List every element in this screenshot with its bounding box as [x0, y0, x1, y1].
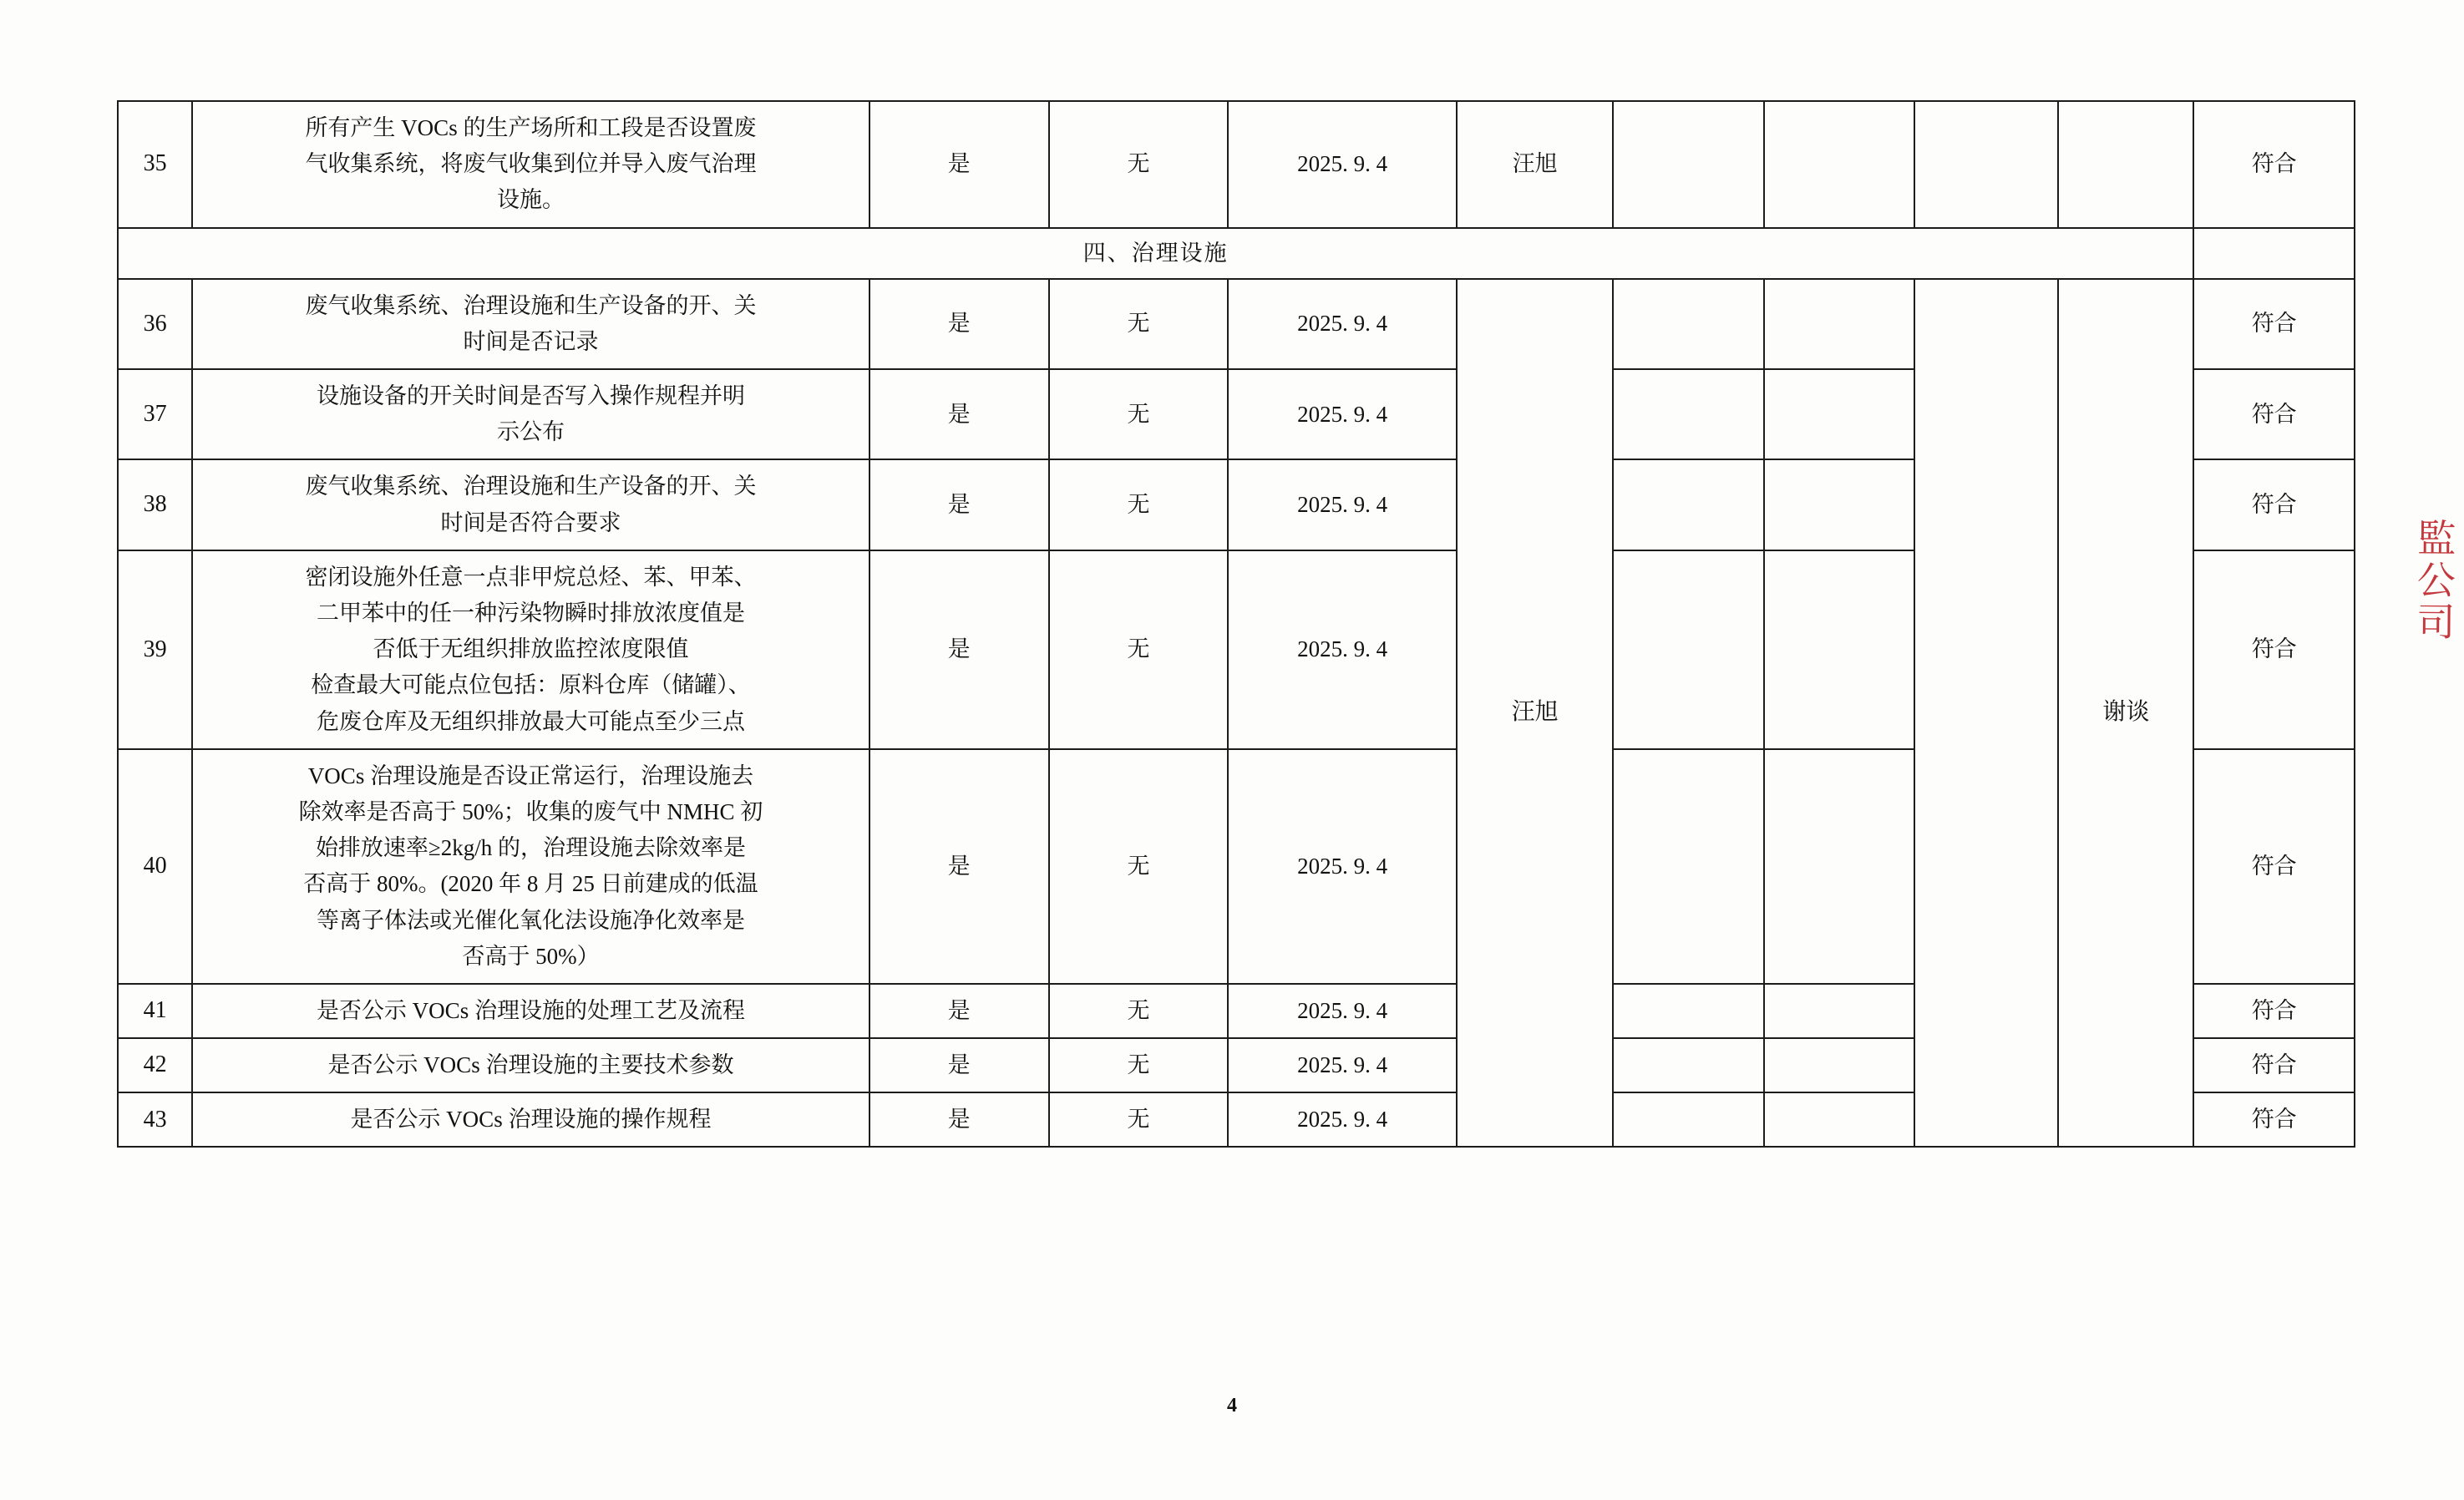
row-description [192, 279, 869, 369]
row-yes: 是 [869, 1092, 1049, 1147]
row-date: 2025. 9. 4 [1228, 459, 1457, 550]
section-heading-row [118, 228, 2355, 279]
row-description [192, 1092, 869, 1147]
row-blank-e [1613, 984, 1763, 1038]
row-date: 2025. 9. 4 [1228, 279, 1457, 369]
row-result: 符合 [2193, 279, 2355, 369]
row-yes: 是 [869, 279, 1049, 369]
row-index: 35 [118, 101, 192, 228]
row-index: 36 [118, 279, 192, 369]
row-description [192, 369, 869, 459]
table-row [118, 279, 2355, 369]
row-blank-f [1764, 279, 1914, 369]
row-blank-e [1613, 1038, 1763, 1092]
row-description [192, 749, 869, 984]
row-description [192, 101, 869, 228]
row-yes: 是 [869, 550, 1049, 749]
row-blank-f [1764, 749, 1914, 984]
row-no: 无 [1049, 459, 1229, 550]
desc-line: 废气收集系统、治理设施和生产设备的开、关 [305, 474, 757, 499]
section-result-blank [2193, 228, 2355, 279]
table-row [118, 101, 2355, 228]
row-result: 符合 [2193, 1038, 2355, 1092]
desc-line: 检查最大可能点位包括：原料仓库（储罐）、 [311, 672, 751, 698]
row-description [192, 550, 869, 749]
row-description [192, 1038, 869, 1092]
row-blank-g-merged [1914, 279, 2058, 1148]
row-blank-f [1764, 550, 1914, 749]
row-index: 40 [118, 749, 192, 984]
row-description [192, 984, 869, 1038]
row-blank-f [1764, 101, 1914, 228]
row-blank-e [1613, 459, 1763, 550]
red-handwritten-mark: 監公司 [2411, 518, 2456, 644]
row-no: 无 [1049, 279, 1229, 369]
section-heading: 四、治理设施 [118, 228, 2193, 279]
desc-line: 否高于 50%） [462, 943, 600, 969]
desc-line: 设施设备的开关时间是否写入操作规程并明 [316, 383, 745, 409]
row-index: 41 [118, 984, 192, 1038]
desc-line: 废气收集系统、治理设施和生产设备的开、关 [305, 292, 757, 318]
desc-line: 时间是否符合要求 [440, 509, 621, 535]
row-blank-f [1764, 984, 1914, 1038]
desc-line: 示公布 [496, 419, 565, 445]
row-no: 无 [1049, 984, 1229, 1038]
row-result: 符合 [2193, 550, 2355, 749]
row-blank-e [1613, 369, 1763, 459]
desc-line: 密闭设施外任意一点非甲烷总烃、苯、甲苯、 [305, 564, 757, 590]
desc-line: 所有产生 VOCs 的生产场所和工段是否设置废 [305, 115, 757, 140]
row-result: 符合 [2193, 369, 2355, 459]
row-index: 43 [118, 1092, 192, 1147]
page-number: 4 [1227, 1395, 1237, 1416]
row-yes: 是 [869, 101, 1049, 228]
row-blank-e [1613, 101, 1763, 228]
row-no: 无 [1049, 1038, 1229, 1092]
row-no: 无 [1049, 749, 1229, 984]
row-yes: 是 [869, 1038, 1049, 1092]
row-blank-f [1764, 1092, 1914, 1147]
row-index: 39 [118, 550, 192, 749]
desc-line: VOCs 治理设施是否设正常运行，治理设施去 [307, 763, 754, 788]
row-result: 符合 [2193, 101, 2355, 228]
desc-line: 时间是否记录 [463, 328, 599, 354]
row-yes: 是 [869, 369, 1049, 459]
row-date: 2025. 9. 4 [1228, 101, 1457, 228]
row-blank-e [1613, 1092, 1763, 1147]
desc-line: 二甲苯中的任一种污染物瞬时排放浓度值是 [316, 601, 745, 626]
row-blank-e [1613, 550, 1763, 749]
row-yes: 是 [869, 749, 1049, 984]
row-date: 2025. 9. 4 [1228, 749, 1457, 984]
row-yes: 是 [869, 459, 1049, 550]
row-yes: 是 [869, 984, 1049, 1038]
desc-line: 除效率是否高于 50%；收集的废气中 NMHC 初 [298, 798, 763, 824]
row-no: 无 [1049, 550, 1229, 749]
row-result: 符合 [2193, 749, 2355, 984]
desc-line: 否高于 80%。(2020 年 8 月 25 日前建成的低温 [303, 871, 758, 897]
row-date: 2025. 9. 4 [1228, 1038, 1457, 1092]
row-inspector: 汪旭 [1457, 101, 1613, 228]
row-index: 38 [118, 459, 192, 550]
row-date: 2025. 9. 4 [1228, 984, 1457, 1038]
row-blank-g [1914, 101, 2058, 228]
desc-line: 是否公示 VOCs 治理设施的处理工艺及流程 [316, 997, 745, 1023]
row-result: 符合 [2193, 459, 2355, 550]
row-blank-f [1764, 369, 1914, 459]
row-index: 37 [118, 369, 192, 459]
row-no: 无 [1049, 101, 1229, 228]
inspection-checklist-table [117, 100, 2355, 1148]
desc-line: 设施。 [496, 187, 565, 213]
row-no: 无 [1049, 1092, 1229, 1147]
row-result: 符合 [2193, 1092, 2355, 1147]
row-date: 2025. 9. 4 [1228, 550, 1457, 749]
row-blank-sign [2058, 101, 2193, 228]
inspector-merged-cell: 汪旭 [1457, 279, 1613, 1148]
desc-line: 等离子体法或光催化氧化法设施净化效率是 [316, 907, 745, 933]
row-date: 2025. 9. 4 [1228, 1092, 1457, 1147]
row-blank-e [1613, 279, 1763, 369]
signer-merged-cell: 谢谈 [2058, 279, 2193, 1148]
row-description [192, 459, 869, 550]
row-blank-f [1764, 459, 1914, 550]
row-result: 符合 [2193, 984, 2355, 1038]
desc-line: 危废仓库及无组织排放最大可能点至少三点 [316, 708, 745, 734]
checklist-sheet [117, 100, 2355, 1148]
desc-line: 是否公示 VOCs 治理设施的操作规程 [350, 1107, 712, 1133]
desc-line: 否低于无组织排放监控浓度限值 [373, 636, 689, 662]
row-blank-f [1764, 1038, 1914, 1092]
desc-line: 始排放速率≥2kg/h 的，治理设施去除效率是 [315, 835, 746, 861]
desc-line: 是否公示 VOCs 治理设施的主要技术参数 [327, 1052, 734, 1078]
row-index: 42 [118, 1038, 192, 1092]
row-blank-e [1613, 749, 1763, 984]
row-date: 2025. 9. 4 [1228, 369, 1457, 459]
desc-line: 气收集系统，将废气收集到位并导入废气治理 [305, 151, 757, 177]
row-no: 无 [1049, 369, 1229, 459]
